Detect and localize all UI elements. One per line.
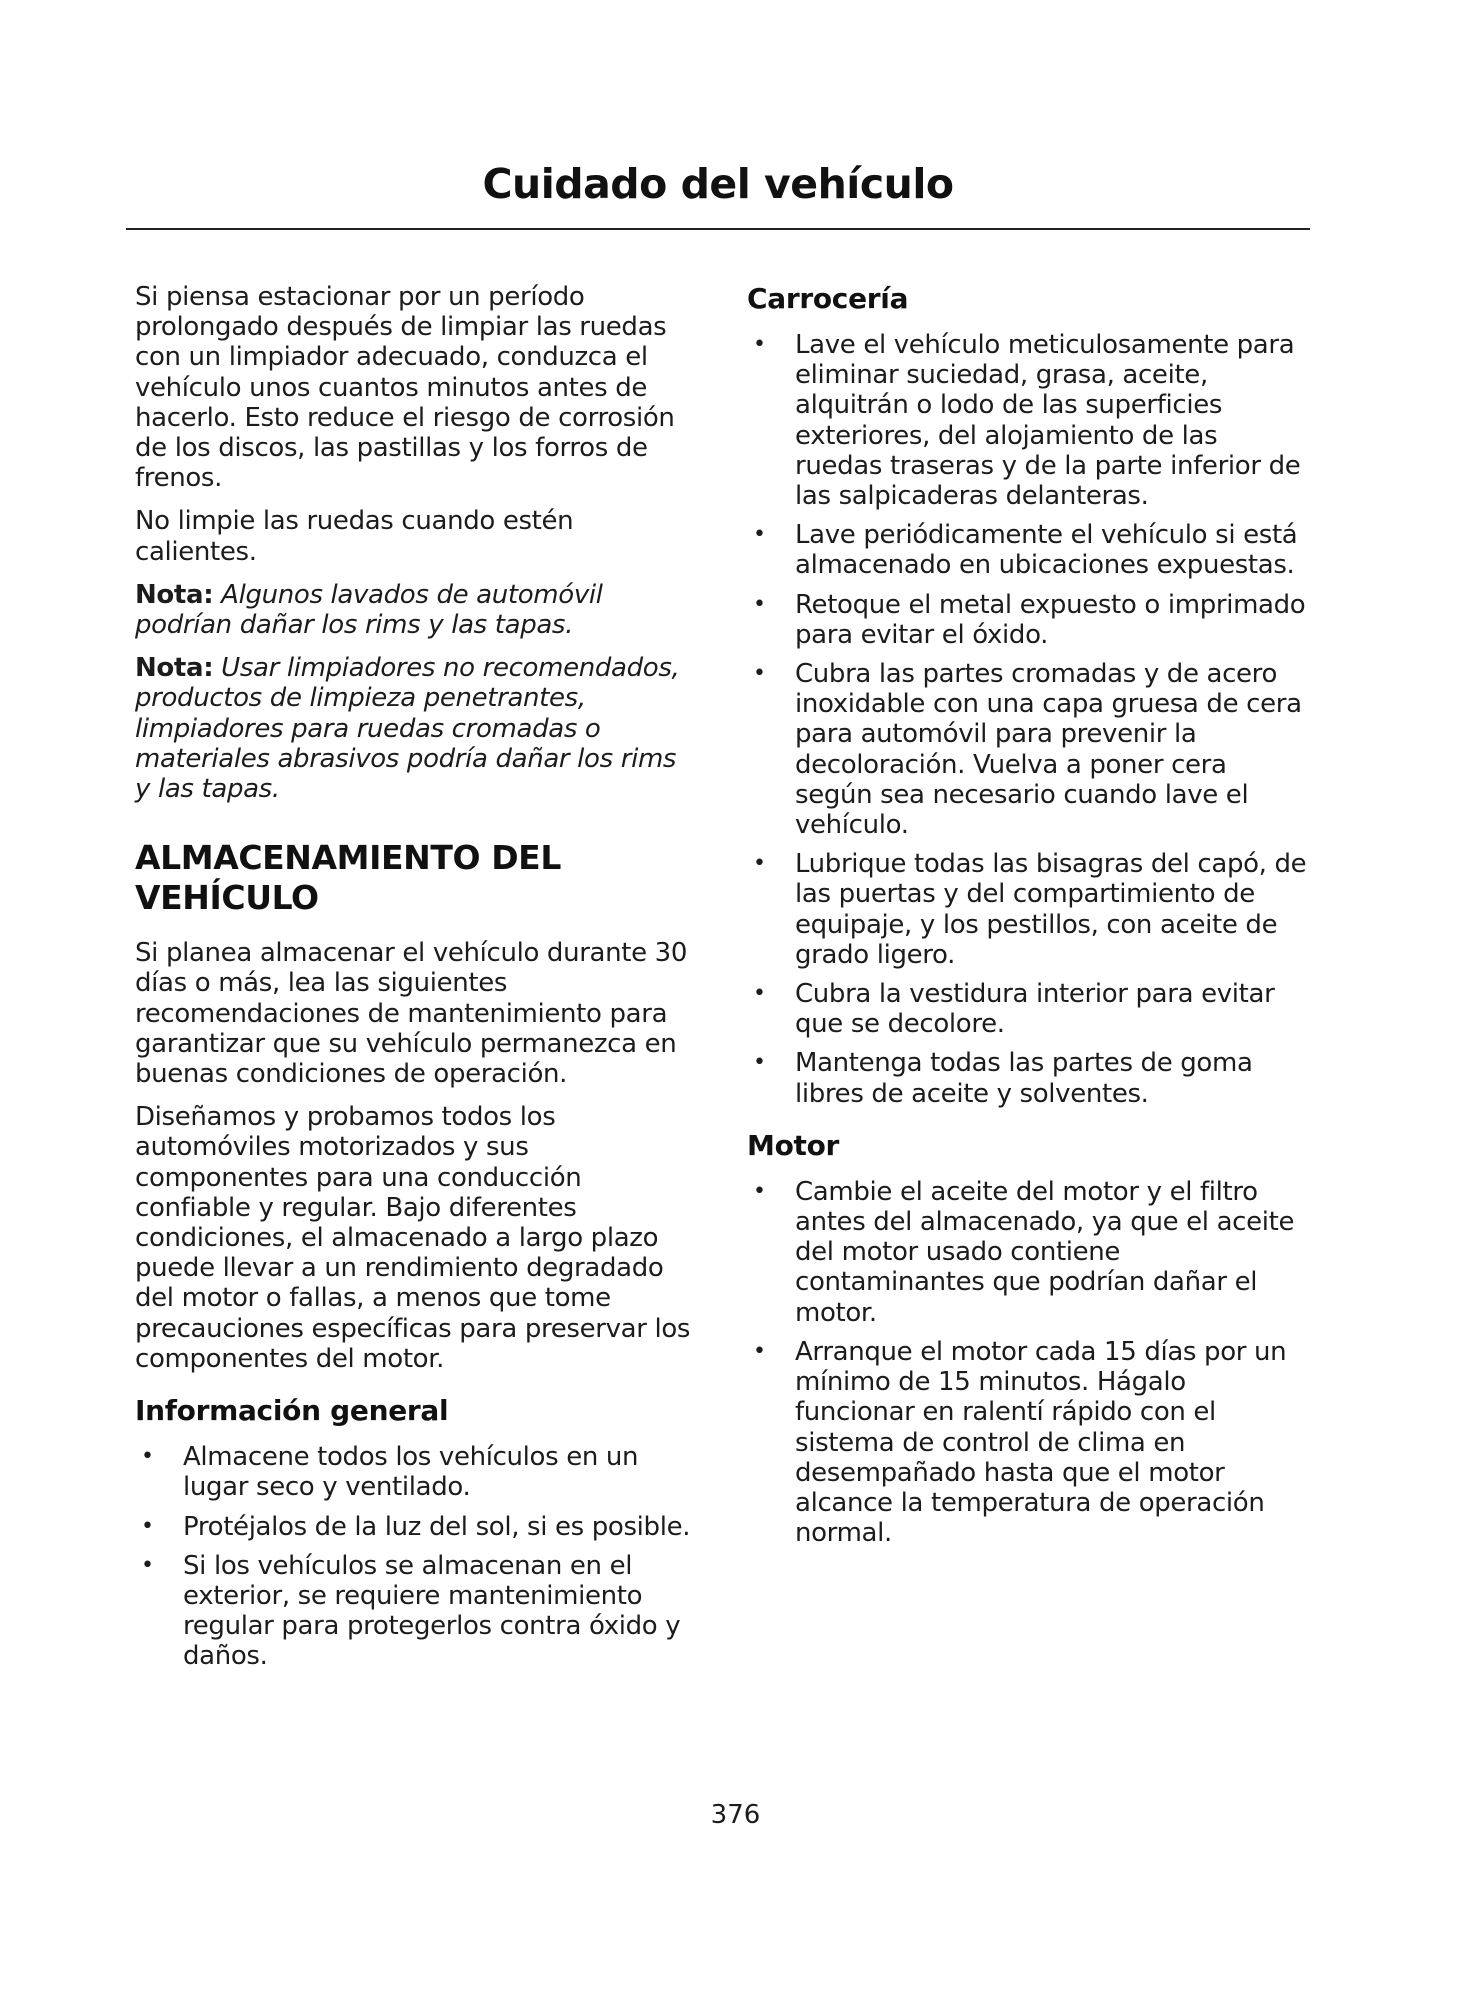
storage-paragraph: Diseñamos y probamos todos los automóviles motorizados y sus componentes para una conducción confiable y regular. Bajo diferentes condiciones, el almacenado a largo plazo puede llevar a un rendimiento degradado del motor o fallas, a menos que tome precauciones específicas para preservar los componentes del motor. (135, 1102, 691, 1374)
motor-list (747, 1177, 1310, 1548)
list-item: • Almacene todos los vehículos en un lugar seco y ventilado. (141, 1442, 639, 1503)
subheading-body: Carrocería (747, 282, 909, 315)
bullet-icon: • (141, 1513, 154, 1539)
note-text: Usar limpiadores no recomendados, productos de limpieza penetrantes, limpiadores para ruedas cromadas o materiales abrasivos podría dañar los rims y las tapas. (135, 653, 680, 805)
list-item: • Cubra la vestidura interior para evitar que se decolore. (753, 979, 1275, 1040)
section-heading-storage (135, 838, 695, 918)
bullet-icon: • (753, 332, 766, 357)
note-label: Nota: (135, 653, 214, 684)
bullet-icon: • (753, 1050, 766, 1076)
bullet-icon: • (753, 851, 766, 877)
left-column (135, 282, 695, 1686)
list-item: • Mantenga todas las partes de goma libres de aceite y solventes. (753, 1048, 1253, 1109)
list-item: • Cubra las partes cromadas y de acero inoxidable con una capa gruesa de cera para automóvil para prevenir la decoloración. Vuelva a poner cera según sea necesario cuando lave el vehículo. (753, 659, 1302, 841)
note (135, 653, 695, 804)
subheading-general-info: Información general (135, 1394, 449, 1428)
bullet-icon: • (141, 1444, 154, 1470)
list-item: • Retoque el metal expuesto o imprimado para evitar el óxido. (753, 589, 1306, 650)
bullet-icon: • (753, 1178, 766, 1204)
list-item: • Cambie el aceite del motor y el filtro antes del almacenado, ya que el aceite del motor usado contiene contaminantes que podrían dañar el motor. (753, 1176, 1295, 1328)
list-item: • Lave el vehículo meticulosamente para eliminar suciedad, grasa, aceite, alquitrán o lodo de las superficies exteriores, del alojamiento de las ruedas traseras y de la parte inferior de las salpicaderas delanteras. (753, 330, 1301, 512)
bullet-icon: • (753, 1338, 766, 1364)
storage-heading-line2: VEHÍCULO (135, 878, 319, 918)
storage-paragraph: Si planea almacenar el vehículo durante 30 días o más, lea las siguientes recomendaciones de mantenimiento para garantizar que su vehículo permanezca en buenas condiciones de operación. (135, 938, 688, 1090)
header-divider (126, 228, 1310, 230)
page-header (126, 160, 1310, 208)
list-item: • Lave periódicamente el vehículo si está almacenado en ubicaciones expuestas. (753, 520, 1298, 581)
page-title: Cuidado del vehículo (482, 160, 954, 208)
list-item: • Lubrique todas las bisagras del capó, de las puertas y del compartimiento de equipaje, y los pestillos, con aceite de grado ligero. (753, 849, 1307, 970)
subheading-motor: Motor (747, 1128, 840, 1162)
bullet-icon: • (753, 661, 766, 687)
bullet-icon: • (753, 522, 766, 548)
intro-paragraph: No limpie las ruedas cuando estén calientes. (135, 506, 574, 567)
list-item: • Arranque el motor cada 15 días por un mínimo de 15 minutos. Hágalo funcionar en ralentí rápido con el sistema de control de clima en desempañado hasta que el motor alcance la temperatura de operación normal. (753, 1336, 1287, 1549)
list-item: • Protéjalos de la luz del sol, si es posible. (141, 1511, 691, 1542)
general-list (135, 1442, 695, 1671)
bullet-icon: • (753, 981, 766, 1007)
note (135, 580, 695, 640)
right-column (747, 282, 1310, 1562)
note-text: Algunos lavados de automóvil podrían dañar los rims y las tapas. (135, 579, 603, 641)
bullet-icon: • (753, 591, 766, 617)
intro-paragraph: Si piensa estacionar por un período prolongado después de limpiar las ruedas con un limpiador adecuado, conduzca el vehículo unos cuantos minutos antes de hacerlo. Esto reduce el riesgo de corrosión de los discos, las pastillas y los forros de frenos. (135, 282, 675, 494)
bullet-icon: • (141, 1552, 154, 1578)
note-label: Nota: (135, 579, 214, 610)
storage-heading-line1: ALMACENAMIENTO DEL (135, 838, 561, 878)
list-item: • Si los vehículos se almacenan en el exterior, se requiere mantenimiento regular para protegerlos contra óxido y daños. (141, 1550, 681, 1672)
page-number: 376 (710, 1800, 761, 1830)
body-list (747, 330, 1310, 1109)
